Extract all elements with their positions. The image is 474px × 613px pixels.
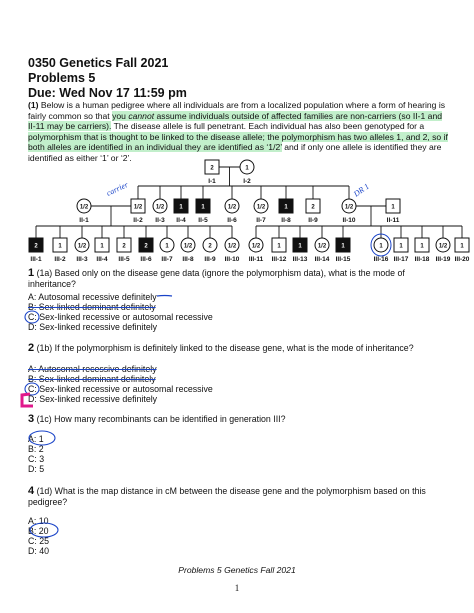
problem-set-title: Problems 5: [28, 71, 96, 85]
q1d-number: 4: [28, 485, 35, 497]
iii-4-genotype: 1: [100, 243, 104, 250]
iii-6-label: III-6: [140, 256, 152, 263]
ii-11-label: II-11: [386, 217, 400, 224]
iii-14-label: III-14: [314, 256, 330, 263]
iii-15-label: III-15: [335, 256, 351, 263]
dr-annotation: DR 1: [351, 181, 371, 199]
iii-4-label: III-4: [96, 256, 108, 263]
ii-5-label: II-5: [198, 217, 208, 224]
iii-8-genotype: 1/2: [183, 243, 193, 250]
ii-3-label: II-3: [155, 217, 165, 224]
q1c-option-a[interactable]: A: 1: [28, 434, 44, 444]
intro-text-2: you: [112, 110, 129, 121]
page-number: 1: [234, 583, 240, 593]
iii-10-label: III-10: [224, 256, 240, 263]
iii-18-genotype: 1: [420, 243, 424, 250]
iii-5-genotype: 2: [122, 243, 126, 250]
q1b-option-c[interactable]: C: Sex-linked recessive or autosomal recessive: [28, 384, 213, 394]
iii-20-genotype: 1: [460, 243, 464, 250]
ii-2-label: II-2: [133, 217, 143, 224]
iii-3-label: III-3: [76, 256, 88, 263]
ii-8-genotype: 1: [284, 204, 288, 211]
iii-13-label: III-13: [292, 256, 308, 263]
iii-12-label: III-12: [271, 256, 287, 263]
q1b-number: 2: [28, 342, 35, 354]
iii-14-genotype: 1/2: [317, 243, 327, 250]
ii-6-label: II-6: [227, 217, 237, 224]
footer-text: Problems 5 Genetics Fall 2021: [178, 565, 296, 575]
i-1-label: I-1: [208, 178, 216, 185]
q1b-option-b[interactable]: B: Sex-linked dominant definitely: [28, 374, 156, 384]
iii-2-genotype: 1: [58, 243, 62, 250]
q1a-option-b[interactable]: B: Sex-linked dominant definitely: [28, 302, 156, 312]
ii-2-genotype: 1/2: [133, 204, 143, 211]
iii-1-genotype: 2: [34, 243, 38, 250]
q1a-tag: (1a): [34, 268, 53, 278]
q1c-option-d[interactable]: D: 5: [28, 464, 45, 474]
ii-7-label: II-7: [256, 217, 266, 224]
q1a-c-circle-mark: [25, 311, 39, 323]
intro-number: (1): [28, 100, 39, 110]
q1b-option-a[interactable]: A: Autosomal recessive definitely: [28, 364, 157, 374]
due-date: Due: Wed Nov 17 11:59 pm: [28, 86, 187, 100]
q1c-option-c[interactable]: C: 3: [28, 454, 45, 464]
q1a-option-c[interactable]: C: Sex-linked recessive or autosomal recessive: [28, 312, 213, 322]
q1d-option-c[interactable]: C: 25: [28, 536, 50, 546]
iii-16-genotype: 1: [379, 243, 383, 250]
q1d-b-circle-mark: [30, 523, 58, 537]
iii-17-genotype: 1: [399, 243, 403, 250]
iii-20-label: III-20: [454, 256, 470, 263]
iii-2-label: III-2: [54, 256, 66, 263]
iii-18-label: III-18: [414, 256, 430, 263]
q1d-option-d[interactable]: D: 40: [28, 546, 50, 556]
q1a-text: Based only on the disease gene data (ignore the polymorphism data), what is the mode of inheritance?: [28, 268, 405, 289]
q1a-option-a[interactable]: A: Autosomal recessive definitely: [28, 292, 157, 302]
iii-13-genotype: 1: [298, 243, 302, 250]
iii-15-genotype: 1: [341, 243, 345, 250]
q1d-tag: (1d): [34, 486, 53, 496]
iii-7-label: III-7: [161, 256, 173, 263]
ii-8-label: II-8: [281, 217, 291, 224]
q1b-d-pink-mark: [22, 394, 33, 406]
iii-11-genotype: 1/2: [251, 243, 261, 250]
intro-text-7: and if only one allele is identified they are identified as either ‘1’ or ‘2’.: [28, 142, 442, 163]
intro-text-4: assume individuals outside of affected families are non-carriers (so II-1 and II-11 may be carriers).: [28, 110, 442, 132]
ii-9-genotype: 2: [311, 204, 315, 211]
q1b-text: If the polymorphism is definitely linked to the disease gene, what is the mode of inheritance?: [52, 343, 414, 353]
iii-11-label: III-11: [248, 256, 264, 263]
q1a-a-dash-mark: [157, 296, 172, 297]
iii-19-genotype: 1/2: [438, 243, 448, 250]
q1a-number: 1: [28, 267, 35, 279]
q1d-text: What is the map distance in cM between the disease gene and the polymorphism based on this pedigree?: [28, 486, 426, 507]
ii-4-genotype: 1: [179, 204, 183, 211]
intro-text-cannot: cannot: [128, 110, 155, 121]
iii-12-genotype: 1: [277, 243, 281, 250]
q1b-tag: (1b): [34, 343, 53, 353]
iii-10-genotype: 1/2: [227, 243, 237, 250]
iii-16-label: III-16: [373, 256, 389, 263]
i-2-genotype: 1: [245, 165, 249, 172]
ii-9-label: II-9: [308, 217, 318, 224]
q1c-option-b[interactable]: B: 2: [28, 444, 44, 454]
q1d-option-a[interactable]: A: 10: [28, 516, 49, 526]
iii-7-genotype: 1: [165, 243, 169, 250]
ii-1-genotype: 1/2: [79, 204, 89, 211]
q1c-a-circle-mark: [29, 431, 55, 445]
ii-7-genotype: 1/2: [256, 204, 266, 211]
ii-6-genotype: 1/2: [227, 204, 237, 211]
iii-5-label: III-5: [118, 256, 130, 263]
ii-3-genotype: 1/2: [155, 204, 165, 211]
ii-5-genotype: 1: [201, 204, 205, 211]
intro-text-5: The disease allele is full penetrant. Each individual has also been genotyped for a: [111, 121, 425, 132]
q1d-option-b[interactable]: B: 20: [28, 526, 49, 536]
iii-17-label: III-17: [393, 256, 409, 263]
q1c-tag: (1c): [34, 414, 52, 424]
iii-9-label: III-9: [204, 256, 216, 263]
i-1-genotype: 2: [210, 165, 214, 172]
course-title: 0350 Genetics Fall 2021: [28, 56, 169, 70]
ii-10-label: II-10: [342, 217, 356, 224]
intro-text-6: polymorphism that is thought to be linked to the disease allele; the polymorphism has two alleles 1, and 2, so if both alleles are identified in an individual they are identified as ‘1/2’: [28, 131, 448, 153]
iii-9-genotype: 2: [208, 243, 212, 250]
iii-8-label: III-8: [182, 256, 194, 263]
q1c-text: How many recombinants can be identified in generation III?: [51, 414, 286, 424]
q1b-option-d[interactable]: D: Sex-linked recessive definitely: [28, 394, 158, 404]
ii-4-label: II-4: [176, 217, 186, 224]
q1a-option-d[interactable]: D: Sex-linked recessive definitely: [28, 322, 158, 332]
i-2-label: I-2: [243, 178, 251, 185]
ii-11-genotype: 1: [391, 204, 395, 211]
ii-1-label: II-1: [79, 217, 89, 224]
ii-10-genotype: 1/2: [344, 204, 354, 211]
iii-19-label: III-19: [435, 256, 451, 263]
carrier-annotation: carrier: [105, 180, 130, 198]
iii-1-label: III-1: [30, 256, 42, 263]
q1c-number: 3: [28, 413, 35, 425]
iii-3-genotype: 1/2: [77, 243, 87, 250]
iii-6-genotype: 2: [144, 243, 148, 250]
intro-text-1: Below is a human pedigree where all individuals are from a localized population where a form of hearing is fairly common so that: [28, 100, 446, 121]
